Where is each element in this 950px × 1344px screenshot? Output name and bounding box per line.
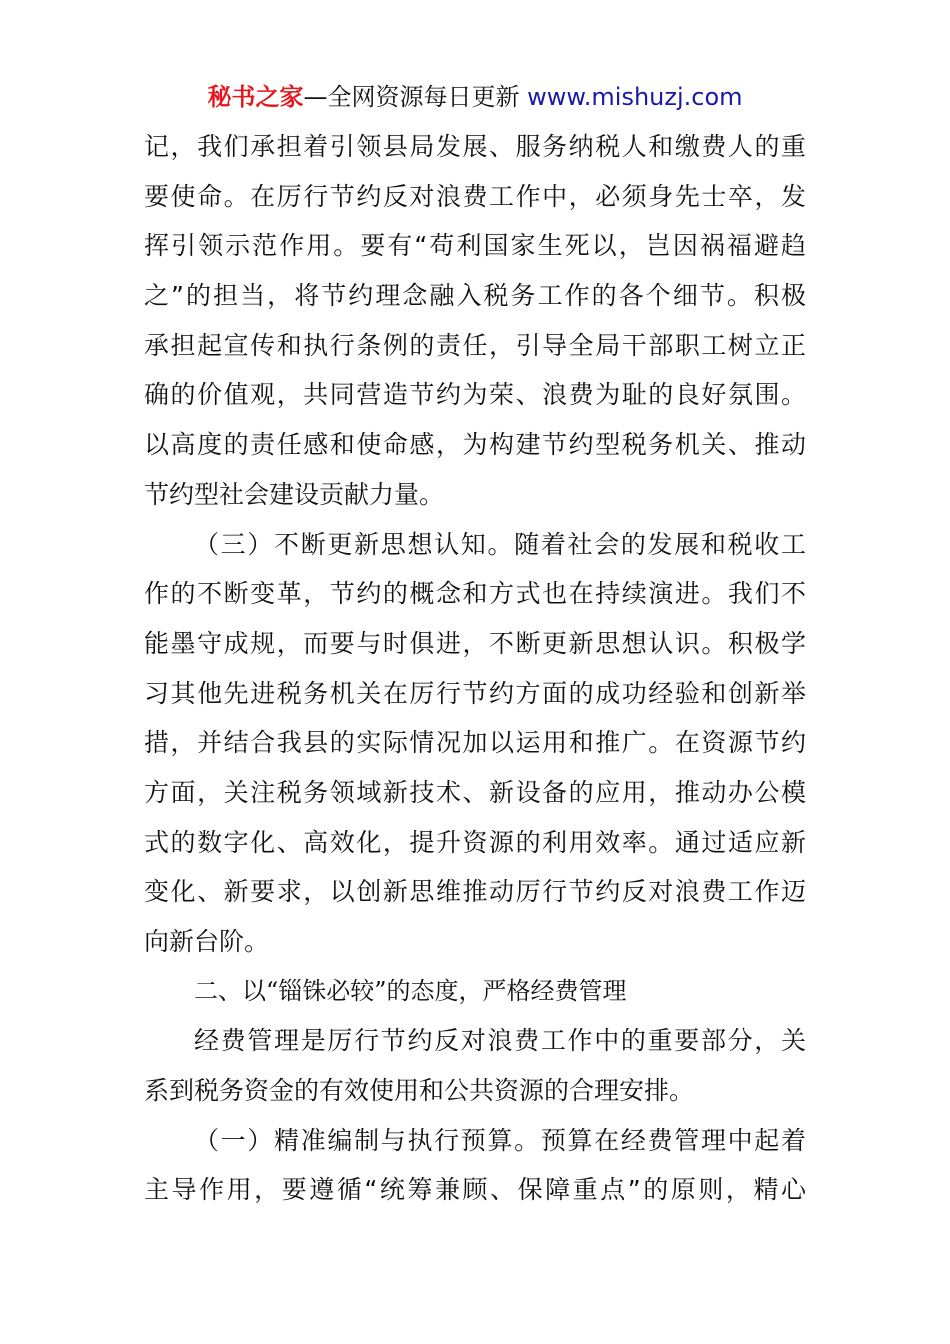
text-line: 主导作用，要遵循“统筹兼顾、保障重点”的原则，精心 — [144, 1175, 806, 1205]
text-line: 向新台阶。 — [144, 927, 270, 956]
text-line: 系到税务资金的有效使用和公共资源的合理安排。 — [144, 1076, 695, 1106]
site-brand: 秘书之家 — [207, 83, 304, 111]
text-line: （一）精准编制与执行预算。预算在经费管理中起着 — [194, 1125, 806, 1155]
text-line: 措，并结合我县的实际情况加以运用和推广。在资源节约 — [144, 728, 806, 758]
text-line: 习其他先进税务机关在厉行节约方面的成功经验和创新举 — [144, 678, 806, 708]
text-line: 节约型社会建设贡献力量。 — [144, 479, 445, 509]
page-header — [0, 80, 950, 114]
text-line: 作的不断变革，节约的概念和方式也在持续演进。我们不 — [144, 579, 806, 609]
text-line: 变化、新要求，以创新思维推动厉行节约反对浪费工作迈 — [144, 877, 806, 907]
text-line: 之”的担当，将节约理念融入税务工作的各个细节。积极 — [144, 281, 806, 311]
site-tagline: —全网资源每日更新 — [303, 83, 520, 111]
text-line: （三）不断更新思想认知。随着社会的发展和税收工 — [194, 529, 806, 559]
text-line: 确的价值观，共同营造节约为荣、浪费为耻的良好氛围。 — [144, 380, 806, 410]
text-line: 挥引领示范作用。要有“苟利国家生死以，岂因祸福避趋 — [144, 231, 806, 261]
document-body — [144, 122, 806, 1215]
text-line: 记，我们承担着引领县局发展、服务纳税人和缴费人的重 — [144, 132, 806, 161]
text-line: 要使命。在厉行节约反对浪费工作中，必须身先士卒，发 — [144, 181, 806, 211]
text-line: 以高度的责任感和使命感，为构建节约型税务机关、推动 — [144, 430, 806, 460]
text-line: 方面，关注税务领域新技术、新设备的应用，推动办公模 — [144, 777, 806, 807]
text-line: 能墨守成规，而要与时俱进，不断更新思想认识。积极学 — [144, 628, 806, 658]
text-line: 承担起宣传和执行条例的责任，引导全局干部职工树立正 — [144, 330, 806, 360]
site-url-link[interactable]: www.mishuzj.com — [527, 83, 743, 111]
section-heading: 二、以“锱铢必较”的态度，严格经费管理 — [194, 976, 627, 1005]
text-line: 经费管理是厉行节约反对浪费工作中的重要部分，关 — [194, 1026, 806, 1056]
text-line: 式的数字化、高效化，提升资源的利用效率。通过适应新 — [144, 827, 806, 857]
